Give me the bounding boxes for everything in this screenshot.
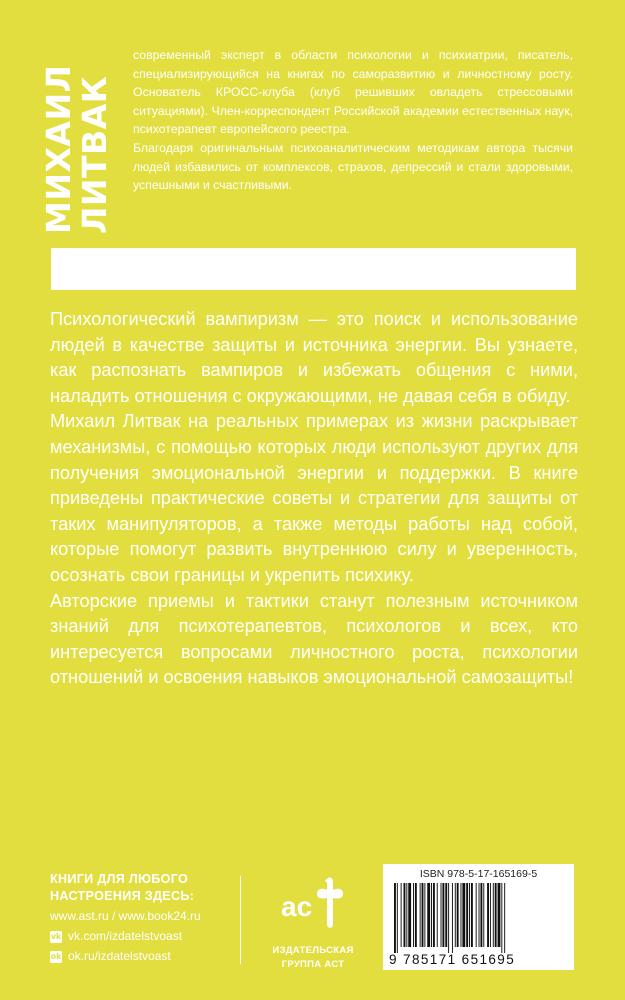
- vk-link-row[interactable]: [50, 928, 240, 945]
- barcode-bar: [404, 883, 406, 947]
- barcode-bar: [466, 883, 468, 947]
- barcode-bar: [441, 883, 442, 947]
- publisher-name-line: ИЗДАТЕЛЬСКАЯ: [272, 945, 354, 956]
- book-description: [50, 307, 578, 691]
- barcode-bar: [422, 883, 424, 947]
- vk-icon: vk: [50, 931, 62, 941]
- bio-paragraph: Благодаря оригинальным психоаналитическим методикам автора тысячи людей избавились от комплексов, страхов, депрессий и стали здоровыми, успешными и счастливыми.: [133, 140, 573, 193]
- barcode-bar: [433, 883, 435, 947]
- ast-logo-icon: [277, 866, 349, 938]
- footer-title-line: КНИГИ ДЛЯ ЛЮБОГО: [50, 872, 189, 886]
- author-first-name: МИХАИЛ: [39, 64, 78, 234]
- footer-links: [50, 871, 240, 965]
- barcode-bar: [480, 883, 482, 947]
- barcode-bar: [442, 883, 444, 947]
- barcode-bar: [471, 883, 473, 947]
- ok-link-row[interactable]: [50, 948, 240, 965]
- isbn-label: ISBN 978-5-17-165169-5: [419, 868, 538, 880]
- barcode-bar: [413, 883, 414, 947]
- footer-title-line: НАСТРОЕНИЯ ЗДЕСЬ:: [50, 889, 195, 903]
- barcode-digits: 9 785171 651695: [389, 952, 516, 967]
- barcode-bar: [397, 883, 398, 953]
- barcode-bar: [420, 883, 421, 947]
- bio-paragraph: современный эксперт в области психологии и психиатрии, писатель, специализирующийся на книгах по саморазвитию и личностному росту. Основатель КРОСС-клуба (клуб решивших овладеть стрессовыми ситуациями). Член-корреспондент Российской академии естественных наук, психотерапевт европейского реестра.: [133, 48, 573, 137]
- barcode-bar: [504, 883, 505, 953]
- website-links[interactable]: www.ast.ru / www.book24.ru: [50, 909, 201, 923]
- barcode-bar: [483, 883, 484, 947]
- author-bio: [133, 46, 573, 195]
- barcode-bar: [406, 883, 407, 947]
- svg-text:ас: ас: [281, 891, 313, 922]
- barcode-bar: [452, 883, 453, 953]
- publisher-name-line: ГРУППА АСТ: [281, 959, 345, 970]
- ok-icon: ok: [50, 951, 62, 961]
- barcode-bar: [457, 883, 459, 947]
- decorative-white-bar: [51, 248, 576, 290]
- barcode-bar: [498, 883, 501, 947]
- barcode-bar: [394, 883, 396, 953]
- barcode-bar: [408, 883, 411, 947]
- barcode-bar: [501, 883, 502, 953]
- description-paragraph: Авторские приемы и тактики станут полезным источником знаний для психотерапевтов, психологов и всех, кто интересуется вопросами личностного роста, психологии отношений и освоения навыков эмоциональной самозащиты!: [50, 590, 578, 688]
- barcode-bar: [461, 883, 462, 947]
- barcode-bar: [437, 883, 438, 947]
- barcode-bar: [493, 883, 494, 947]
- ok-link[interactable]: ok.ru/izdatelstvoast: [68, 949, 171, 963]
- footer-divider: [240, 876, 241, 964]
- description-paragraph: Психологический вампиризм — это поиск и использование людей в качестве защиты и источника энергии. Вы узнаете, как распознать вампиров и избежать общения с ними, наладить отношения с окружающими, не давая себя в обиду.: [50, 309, 578, 406]
- description-paragraph: Михаил Литвак на реальных примерах из жизни раскрывает механизмы, с помощью которых люди используют других для получения эмоциональной энергии и поддержки. В книге приведены практические советы и стратегии для защиты от таких манипуляторов, а также методы работы над собой, которые помогут развить внутреннюю силу и уверенность, осознать свои границы и укрепить психику.: [50, 411, 578, 585]
- barcode-bar: [490, 883, 491, 947]
- barcode-bar: [424, 883, 425, 947]
- barcode-bar: [448, 883, 449, 953]
- barcode-bar: [455, 883, 456, 947]
- barcode-bar: [431, 883, 432, 947]
- barcode-bar: [445, 883, 447, 947]
- barcode-bar: [415, 883, 417, 947]
- barcode-bar: [487, 883, 489, 947]
- barcode-bar: [495, 883, 497, 947]
- publisher-block: [258, 866, 368, 971]
- barcode-icon: [392, 883, 565, 953]
- barcode-bar: [401, 883, 402, 947]
- barcode-bar: [427, 883, 430, 947]
- barcode-bar: [476, 883, 477, 947]
- barcode-bar: [479, 883, 480, 947]
- barcode-bar: [469, 883, 470, 947]
- barcode-bar: [462, 883, 465, 947]
- author-last-name: ЛИТВАК: [75, 75, 114, 234]
- author-name-vertical: [39, 46, 114, 234]
- vk-link[interactable]: vk.com/izdatelstvoast: [68, 929, 183, 943]
- isbn-barcode-box: [383, 864, 574, 970]
